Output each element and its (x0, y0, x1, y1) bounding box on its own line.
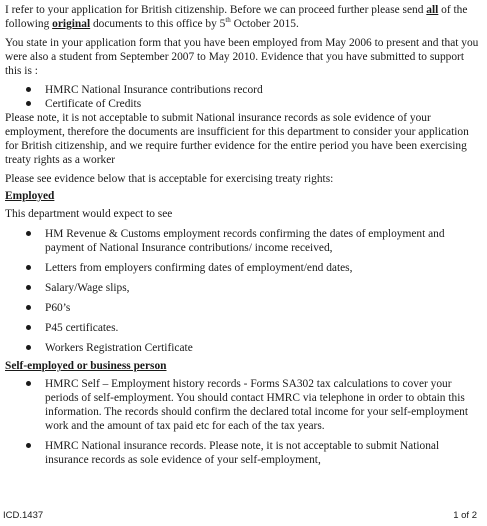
bullet-icon (26, 443, 31, 448)
page-footer (3, 509, 477, 523)
bullet-icon (26, 305, 31, 310)
bullet-icon (26, 285, 31, 290)
bullet-icon (26, 101, 31, 106)
heading-self-employed: Self-employed or business person (5, 360, 167, 372)
employed-lead: This department would expect to see (5, 208, 173, 220)
list-item: HMRC National insurance records. Please note, it is not acceptable to submit National insurance records as sole evidence of your self-employment, (5, 439, 483, 467)
heading-employed: Employed (5, 190, 55, 202)
evidence-intro: Please see evidence below that is acceptable for exercising treaty rights: (5, 173, 334, 185)
intro-paragraph-2: You state in your application form that you have been employed from May 2006 to present and that you were also a student from September 2007 to May 2010. Evidence that you have submitted to support this is : (5, 37, 479, 77)
submitted-evidence-list (5, 83, 483, 111)
list-item: HMRC National Insurance contributions record (5, 83, 483, 97)
list-item: Letters from employers confirming dates of employment/end dates, (5, 261, 483, 275)
employed-evidence-list (5, 227, 483, 355)
emphasis-all: all (426, 4, 439, 16)
list-item: Workers Registration Certificate (5, 341, 483, 355)
intro-paragraph-1: I refer to your application for British citizenship. Before we can proceed further please send all of the following original documents to this office by 5th October 2015. (5, 4, 468, 30)
list-item: P45 certificates. (5, 321, 483, 335)
list-item: P60’s (5, 301, 483, 315)
notice-paragraph: Please note, it is not acceptable to submit National insurance records as sole evidence of your employment, therefore the documents are insufficient for this department to consider your application for British citizenship, and we require further evidence for the entire period you have been exercising treaty rights as a worker (5, 112, 469, 166)
bullet-icon (26, 265, 31, 270)
letter-page (5, 3, 483, 473)
list-item: Salary/Wage slips, (5, 281, 483, 295)
bullet-icon (26, 325, 31, 330)
bullet-icon (26, 231, 31, 236)
list-item: Certificate of Credits (5, 97, 483, 111)
page-number: 1 of 2 (453, 510, 477, 521)
bullet-icon (26, 345, 31, 350)
bullet-icon (26, 87, 31, 92)
emphasis-original: original (52, 18, 91, 30)
bullet-icon (26, 381, 31, 386)
document-reference: ICD.1437 (3, 510, 44, 521)
list-item: HM Revenue & Customs employment records confirming the dates of employment and payment of National Insurance contributions/ income received, (5, 227, 483, 255)
list-item: HMRC Self – Employment history records - Forms SA302 tax calculations to cover your periods of self-employment. You should contact HMRC via telephone in order to obtain this information. The records should confirm the declared total income for your self-employment work and the amount of tax paid etc for each of the tax years. (5, 377, 483, 433)
self-employed-evidence-list (5, 377, 483, 467)
